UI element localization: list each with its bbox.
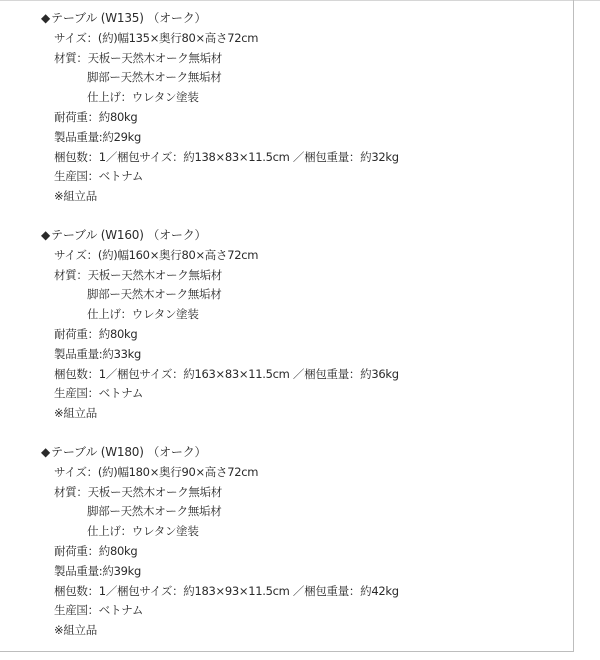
spec-material: 材質：天板ー天然木オーク無垢材 xyxy=(54,50,222,65)
spec-legs: 脚部ー天然木オーク無垢材 xyxy=(87,287,222,302)
spec-weight: 製品重量:約33kg xyxy=(54,346,141,361)
spec-load: 耐荷重：約80kg xyxy=(54,543,138,558)
spec-weight: 製品重量:約29kg xyxy=(54,129,141,144)
spec-size: サイズ：(約)幅135×奥行80×高さ72cm xyxy=(54,30,259,45)
spec-package: 梱包数：1／梱包サイズ：約183×93×11.5cm ／梱包重量：約42kg xyxy=(54,583,399,598)
spec-heading-text: テーブル (W160) （オーク） xyxy=(51,227,207,242)
spec-material: 材質：天板ー天然木オーク無垢材 xyxy=(54,267,222,282)
spec-weight: 製品重量:約39kg xyxy=(54,563,141,578)
spec-block-w160 xyxy=(41,226,561,424)
diamond-bullet-icon: ◆ xyxy=(41,11,51,25)
spec-origin: 生産国：ベトナム xyxy=(54,169,144,184)
spec-size: サイズ：(約)幅180×奥行90×高さ72cm xyxy=(54,464,259,479)
spec-load: 耐荷重：約80kg xyxy=(54,326,138,341)
spec-heading-text: テーブル (W135) （オーク） xyxy=(51,11,207,25)
right-border xyxy=(573,0,574,652)
spec-block-w180 xyxy=(41,443,561,641)
spec-legs: 脚部ー天然木オーク無垢材 xyxy=(87,70,222,85)
spec-package: 梱包数：1／梱包サイズ：約138×83×11.5cm ／梱包重量：約32kg xyxy=(54,149,399,164)
spec-heading-text: テーブル (W180) （オーク） xyxy=(51,444,207,459)
spec-list xyxy=(41,9,561,660)
spec-heading xyxy=(41,443,561,463)
spec-finish: 仕上げ：ウレタン塗装 xyxy=(87,307,199,322)
spec-finish: 仕上げ：ウレタン塗装 xyxy=(87,524,199,539)
spec-origin: 生産国：ベトナム xyxy=(54,386,144,401)
diamond-bullet-icon: ◆ xyxy=(41,444,51,459)
spec-heading xyxy=(41,226,561,246)
spec-block-w135 xyxy=(41,9,561,207)
spec-origin: 生産国：ベトナム xyxy=(54,603,144,618)
spec-assembly: ※組立品 xyxy=(54,189,97,204)
spec-legs: 脚部ー天然木オーク無垢材 xyxy=(87,504,222,519)
spec-heading xyxy=(41,9,561,29)
spec-package: 梱包数：1／梱包サイズ：約163×83×11.5cm ／梱包重量：約36kg xyxy=(54,366,399,381)
spec-load: 耐荷重：約80kg xyxy=(54,109,138,124)
spec-material: 材質：天板ー天然木オーク無垢材 xyxy=(54,484,222,499)
spec-size: サイズ：(約)幅160×奥行80×高さ72cm xyxy=(54,247,259,262)
top-border xyxy=(0,0,600,1)
spec-assembly: ※組立品 xyxy=(54,406,97,421)
spec-assembly: ※組立品 xyxy=(54,623,97,638)
spec-finish: 仕上げ：ウレタン塗装 xyxy=(87,90,199,105)
diamond-bullet-icon: ◆ xyxy=(41,227,51,242)
